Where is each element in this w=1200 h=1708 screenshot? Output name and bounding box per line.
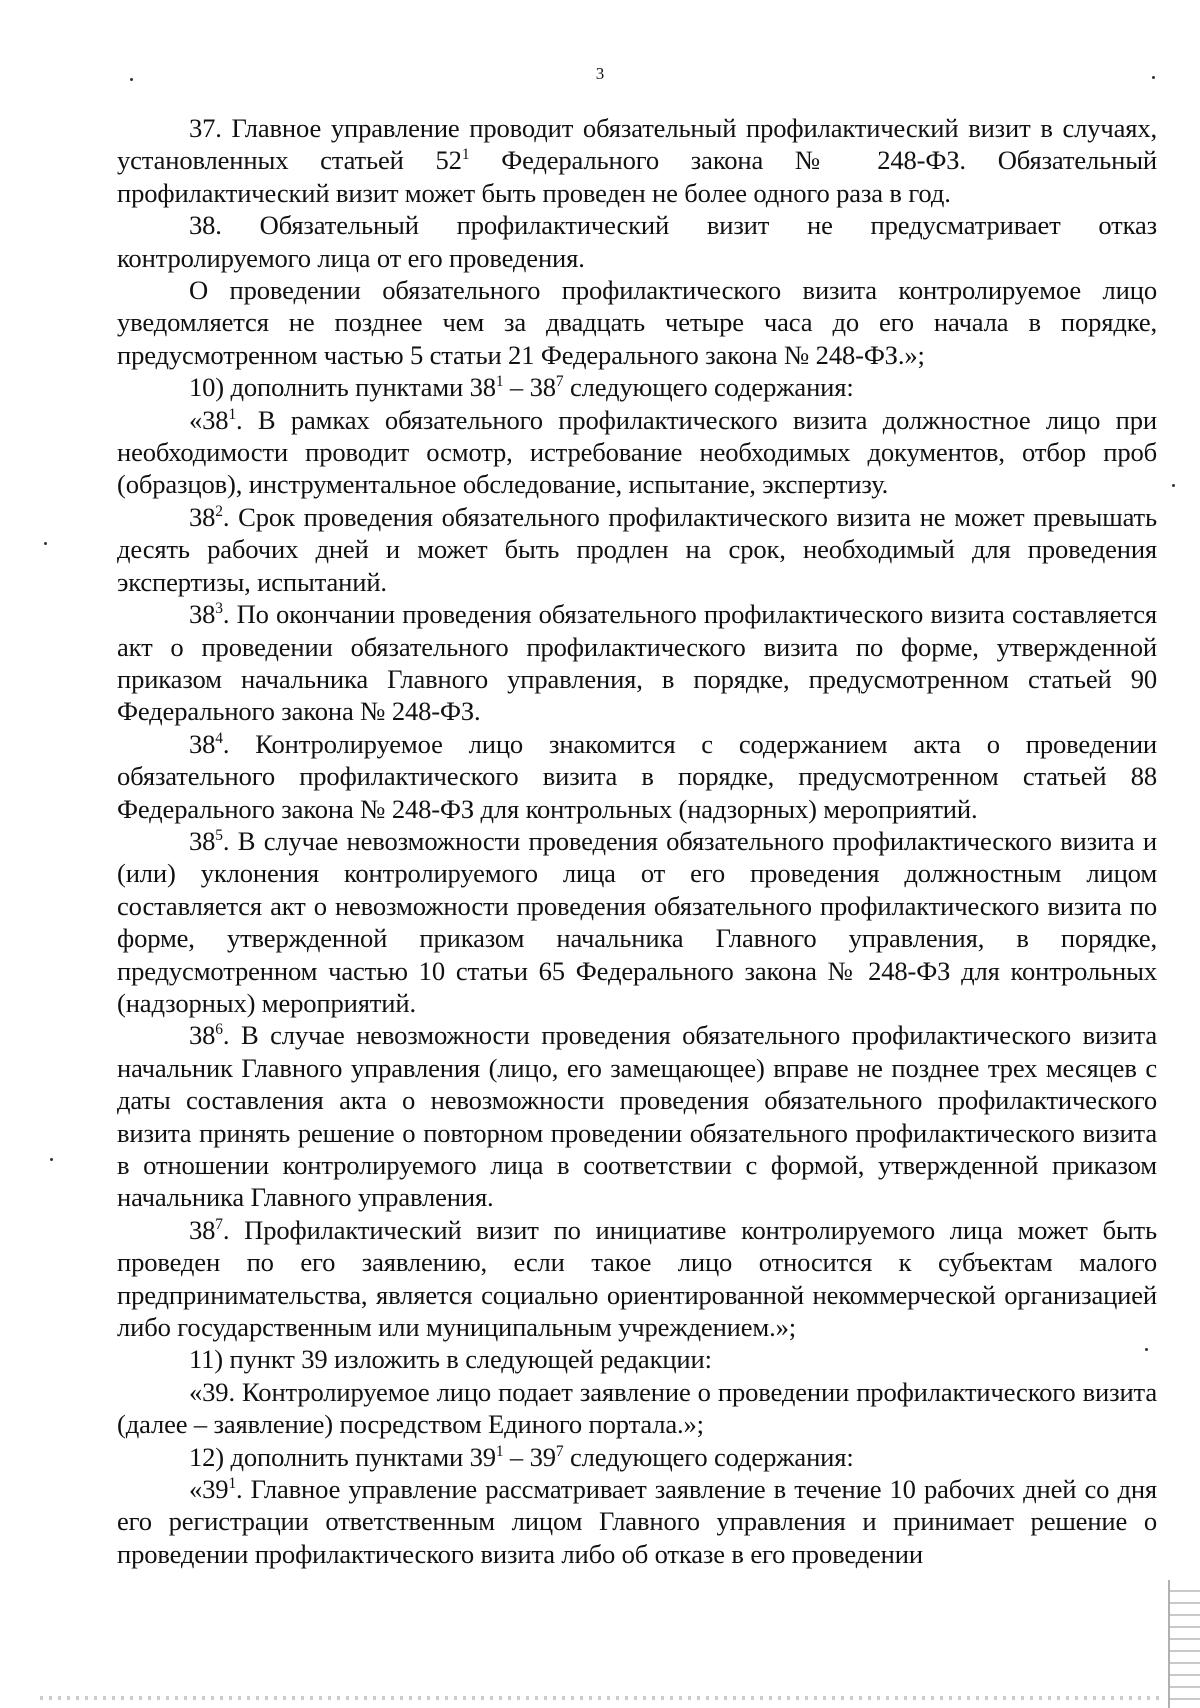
- scan-speck: [1152, 76, 1155, 79]
- text-run: 38: [189, 728, 216, 759]
- superscript: 6: [215, 1021, 223, 1039]
- document-body: [117, 112, 1157, 1570]
- text-run: . Срок проведения обязательного профилактического визита не может превышать десять рабочих дней и может быть продлен на срок, необходимый для проведения экспертизы, испытаний.: [117, 501, 1157, 597]
- paragraph: [117, 1473, 1157, 1570]
- text-run: – 38: [503, 372, 556, 403]
- superscript: 3: [215, 600, 223, 618]
- text-run: . В рамках обязательного профилактического визита должностное лицо при необходимости проводит осмотр, истребование необходимых документов, отбор проб (образцов), инструментальное обследование, испытание, экспертизу.: [117, 404, 1157, 500]
- scan-edge-bar: [1168, 1580, 1200, 1708]
- text-run: 10) дополнить пунктами 38: [189, 372, 496, 403]
- text-run: 38: [189, 1214, 216, 1245]
- text-run: «39. Контролируемое лицо подает заявление о проведении профилактического визита (далее – заявление) посредством Единого портала.»;: [117, 1376, 1157, 1440]
- paragraph: [117, 598, 1157, 728]
- superscript: 7: [555, 1442, 564, 1460]
- superscript: 1: [461, 146, 470, 164]
- text-run: 38: [189, 599, 216, 630]
- scan-speck: [50, 1158, 53, 1161]
- scan-speck: [1145, 1348, 1148, 1351]
- superscript: 1: [228, 1475, 237, 1493]
- superscript: 4: [215, 729, 223, 747]
- superscript: 2: [215, 503, 223, 521]
- paragraph: [117, 825, 1157, 1019]
- text-run: «38: [189, 404, 229, 435]
- paragraph: [117, 1376, 1157, 1441]
- paragraph: [117, 1214, 1157, 1344]
- text-run: . Главное управление рассматривает заявление в течение 10 рабочих дней со дня его регистрации ответственным лицом Главного управления и принимает решение о проведении профилактического визита либо об отказе в его проведении: [117, 1474, 1157, 1569]
- scan-edge-noise: [40, 1696, 1160, 1700]
- superscript: 7: [215, 1215, 223, 1233]
- superscript: 1: [495, 1442, 504, 1460]
- text-run: 11) пункт 39 изложить в следующей редакции:: [189, 1344, 712, 1375]
- paragraph: [117, 501, 1157, 598]
- text-run: 38: [189, 825, 216, 856]
- superscript: 1: [495, 373, 504, 391]
- text-run: 38. Обязательный профилактический визит не предусматривает отказ контролируемого лица от его проведения.: [117, 210, 1157, 273]
- paragraph: [117, 1441, 1157, 1473]
- text-run: 12) дополнить пунктами 39: [189, 1441, 496, 1472]
- text-run: 37. Главное управление проводит обязательный профилактический визит в случаях, установленных статьей 52: [117, 113, 1157, 176]
- superscript: 1: [228, 405, 237, 423]
- scan-speck: [130, 78, 133, 81]
- text-run: 38: [189, 1020, 216, 1051]
- paragraph: [117, 1343, 1157, 1375]
- text-run: . Профилактический визит по инициативе контролируемого лица может быть проведен по его заявлению, если такое лицо относится к субъектам малого предпринимательства, является социально ориентированной некоммерческой организацией либо государственным или муниципальным учреждением.»;: [117, 1214, 1157, 1343]
- superscript: 5: [215, 827, 223, 845]
- page-number: 3: [595, 64, 605, 83]
- superscript: 7: [555, 373, 564, 391]
- scan-speck: [44, 542, 47, 545]
- text-run: . Контролируемое лицо знакомится с содержанием акта о проведении обязательного профилактического визита в порядке, предусмотренном статьей 88 Федерального закона № 248-ФЗ для контрольных (надзорных) мероприятий.: [117, 728, 1157, 824]
- paragraph: [117, 728, 1157, 825]
- text-run: . По окончании проведения обязательного профилактического визита составляется акт о проведении обязательного профилактического визита по форме, утвержденной приказом начальника Главного управления, в порядке, предусмотренном статьей 90 Федерального закона № 248-ФЗ.: [117, 599, 1157, 727]
- paragraph: [117, 1019, 1157, 1213]
- text-run: . В случае невозможности проведения обязательного профилактического визита и (или) уклонения контролируемого лица от его проведения должностным лицом составляется акт о невозможности проведения обязательного профилактического визита по форме, утвержденной приказом начальника Главного управления, в порядке, предусмотренном частью 10 статьи 65 Федерального закона № 248-ФЗ для контрольных (надзорных) мероприятий.: [117, 825, 1157, 1018]
- text-run: следующего содержания:: [563, 1441, 854, 1472]
- scan-speck: [1172, 484, 1175, 487]
- text-run: Федерального закона № 248-ФЗ. Обязательный профилактический визит может быть проведен не более одного раза в год.: [117, 145, 1157, 208]
- paragraph: [117, 274, 1157, 371]
- paragraph: [117, 371, 1157, 403]
- text-run: «39: [189, 1474, 229, 1505]
- paragraph: [117, 209, 1157, 274]
- text-run: – 39: [503, 1441, 556, 1472]
- paragraph: [117, 112, 1157, 209]
- text-run: О проведении обязательного профилактического визита контролируемое лицо уведомляется не позднее чем за двадцать четыре часа до его начала в порядке, предусмотренном частью 5 статьи 21 Федерального закона № 248-ФЗ.»;: [117, 275, 1157, 370]
- text-run: . В случае невозможности проведения обязательного профилактического визита начальник Главного управления (лицо, его замещающее) вправе не позднее трех месяцев с даты составления акта о невозможности проведения обязательного профилактического визита принять решение о повторном проведении обязательного профилактического визита в отношении контролируемого лица в соответствии с формой, утвержденной приказом начальника Главного управления.: [117, 1020, 1157, 1213]
- paragraph: [117, 404, 1157, 501]
- text-run: следующего содержания:: [563, 372, 854, 403]
- text-run: 38: [189, 501, 216, 532]
